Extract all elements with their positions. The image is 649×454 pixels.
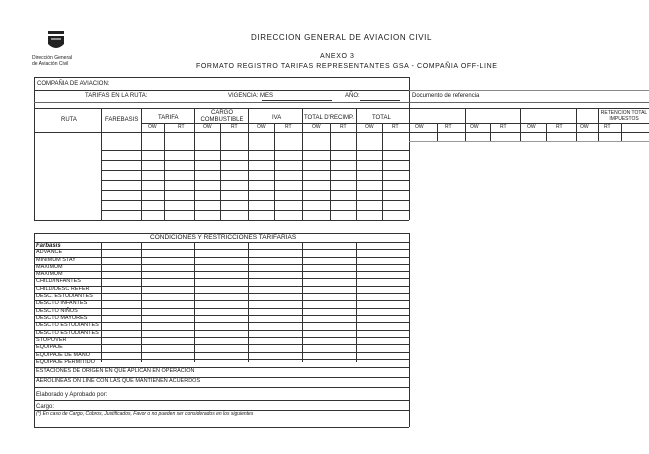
condition-row: CHILD/DESC REFER (36, 286, 90, 292)
sub-ow: OW (148, 124, 157, 130)
col-iva: IVA (272, 115, 282, 121)
sub-ow: OW (415, 124, 424, 130)
sub-rt: RT (604, 124, 611, 130)
logo-line-1: Dirección General (32, 55, 73, 61)
condition-row: MAXIMUM (36, 271, 63, 277)
sub-ow: OW (257, 124, 266, 130)
conditions-note-2: AEROLINEAS ON LINE CON LAS QUE MANTIENEN ACUERDOS (36, 378, 201, 384)
col-tarifa: TARIFA (158, 115, 179, 121)
route-rates-label: TARIFAS EN LA RUTA: (85, 93, 148, 99)
sub-ow: OW (527, 124, 536, 130)
sub-rt: RT (445, 124, 452, 130)
conditions-note-1: ESTACIONES DE ORIGEN EN QUE APLICAN EN OPERACION (36, 368, 195, 374)
col-right-group: RETENCION TOTAL IMPUESTOS (600, 110, 648, 122)
annex-label: ANEXO 3 (320, 53, 355, 60)
validity-label: VIGENCIA: MES (228, 93, 274, 99)
col-cargo-combustible: CARGO COMBUSTIBLE (200, 110, 244, 123)
sub-ow: OW (312, 124, 321, 130)
sub-rt: RT (178, 124, 185, 130)
dgac-emblem (44, 30, 68, 54)
sub-rt: RT (392, 124, 399, 130)
reference-label: Documento de referencia (412, 93, 480, 99)
col-total-direc: TOTAL D'RECIMP. (304, 115, 354, 121)
condition-row: DESCTO NIÑOS (36, 308, 78, 314)
dgac-logo (32, 30, 92, 70)
sub-rt: RT (340, 124, 347, 130)
sub-rt: RT (556, 124, 563, 130)
col-ruta: RUTA (61, 117, 77, 123)
sub-ow: OW (580, 124, 589, 130)
condition-row: MAXIMUM (36, 264, 63, 270)
position-label: Cargo: (36, 404, 55, 410)
condition-row: STOPOVER (36, 337, 67, 343)
sub-ow: OW (365, 124, 374, 130)
condition-row: DESCTO MAYORES (36, 315, 88, 321)
faded-region (430, 150, 649, 440)
conditions-title: CONDICIONES Y RESTRICCIONES TARIFARIAS (150, 234, 297, 241)
condition-row: EQUIPAJE DE MANO (36, 352, 90, 358)
sub-rt: RT (500, 124, 507, 130)
col-total: TOTAL (372, 115, 391, 121)
condition-row: DESCTO ESTUDIANTES (36, 330, 99, 336)
condition-row: MINIMUM STAY (36, 257, 76, 263)
company-label: COMPAÑIA DE AVIACION: (37, 81, 110, 87)
condition-row: ADVANCE (36, 249, 63, 255)
sub-ow: OW (470, 124, 479, 130)
conditions-head: Farbasis (36, 243, 61, 249)
sub-ow: OW (203, 124, 212, 130)
prepared-by-label: Elaborado y Aprobado por: (36, 392, 108, 398)
condition-row: EQUIPAJE (36, 344, 63, 350)
sub-rt: RT (285, 124, 292, 130)
page-title: DIRECCION GENERAL DE AVIACION CIVIL (251, 33, 433, 42)
condition-row: CHILD/INFANTES (36, 278, 81, 284)
year-label: AÑO: (345, 93, 360, 99)
page-subtitle: FORMATO REGISTRO TARIFAS REPRESENTANTES GSA - COMPAÑIA OFF-LINE (196, 63, 498, 70)
sub-rt: RT (231, 124, 238, 130)
condition-row: EQUIPAJE PERMITIDO (36, 359, 95, 365)
condition-row: DESCTO ESTUDIANTES (36, 322, 99, 328)
col-farebasis: FAREBASIS (105, 117, 139, 123)
condition-row: DESC. ESTUDIANTES (36, 293, 93, 299)
logo-line-2: de Aviación Civil (32, 61, 69, 67)
footer-note: (*) En caso de Cargo, Cobros, Justificados, Favor o no pueden ser considerados en los siguientes (36, 411, 254, 417)
condition-row: DESCTO INFANTES (36, 300, 88, 306)
